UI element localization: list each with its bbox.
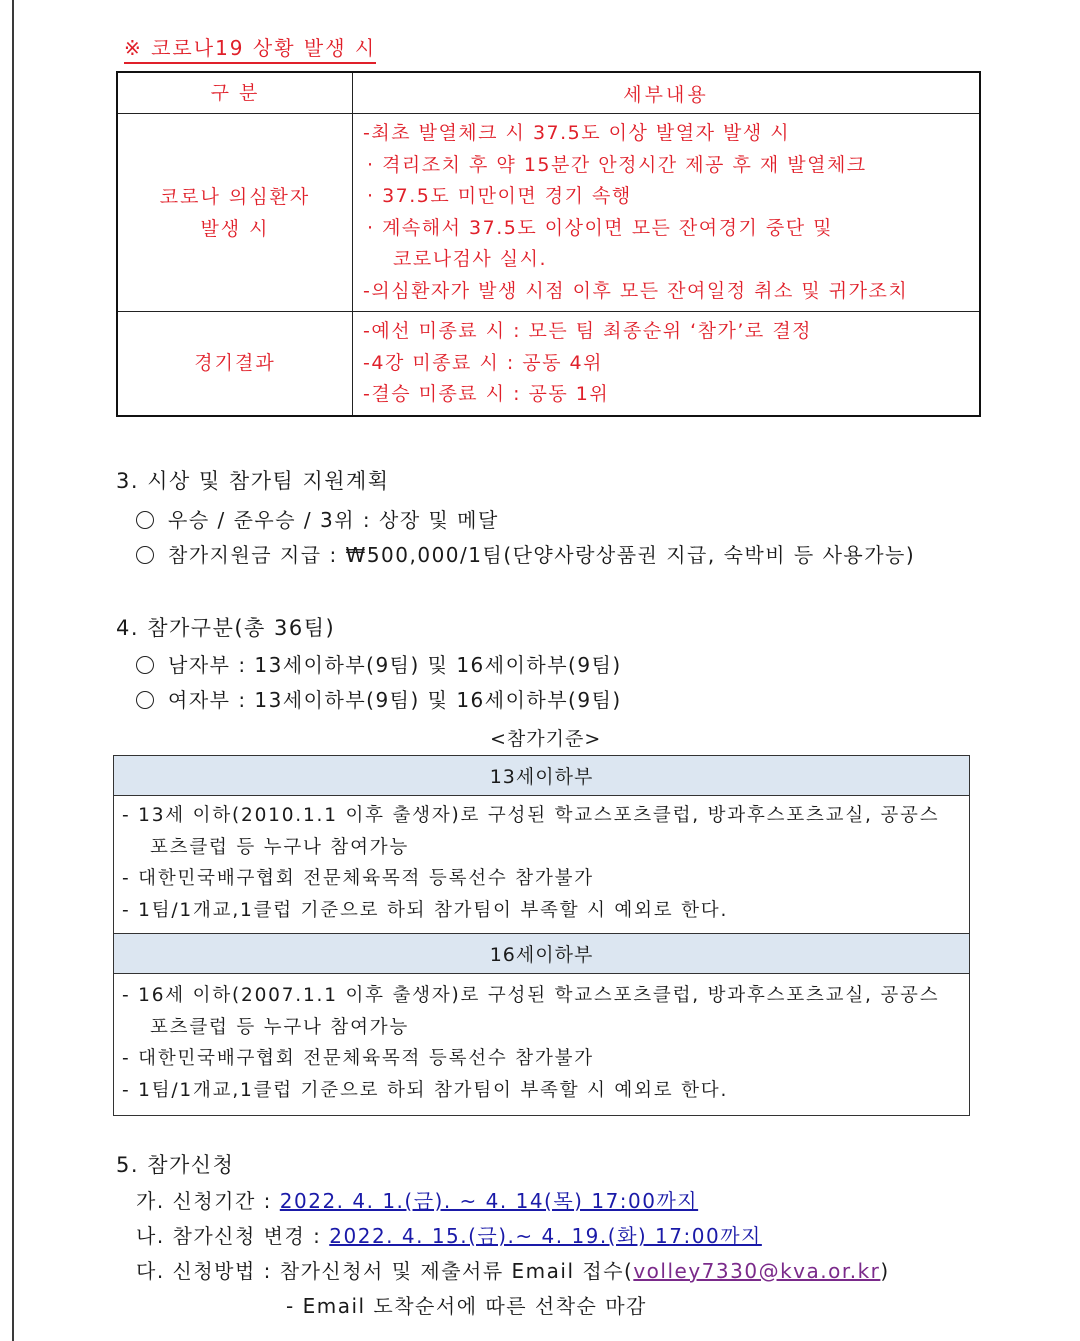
covid-table xyxy=(116,71,981,417)
criteria-caption: <참가기준> xyxy=(490,728,602,750)
application-method: 다. 신청방법 : 참가신청서 및 제출서류 Email 접수(volley7330@kva.or.kr) xyxy=(136,1259,890,1283)
criteria-line: - 1팀/1개교,1클럽 기준으로 하되 참가팀이 부족할 시 예외로 한다. xyxy=(122,899,729,921)
change-period: 나. 참가신청 변경 : 2022. 4. 15.(금).~ 4. 19.(화) 17:00까지 xyxy=(136,1224,762,1248)
detail-line: -의심환자가 발생 시점 이후 모든 잔여일정 취소 및 귀가조치 xyxy=(363,279,909,302)
u13-header: 13세이하부 xyxy=(114,756,970,796)
first-come-note: - Email 도착순서에 따른 선착순 마감 xyxy=(286,1294,647,1318)
detail-line: -4강 미종료 시 : 공동 4위 xyxy=(363,351,603,374)
detail-line: · 37.5도 미만이면 경기 속행 xyxy=(367,185,632,207)
u13-body xyxy=(114,796,970,934)
criteria-line: 포츠클럽 등 누구나 참여가능 xyxy=(150,836,410,858)
circle-bullet-icon xyxy=(136,546,154,564)
criteria-line: 포츠클럽 등 누구나 참여가능 xyxy=(150,1016,410,1038)
circle-bullet-icon xyxy=(136,656,154,674)
criteria-line: - 16세 이하(2007.1.1 이후 출생자)로 구성된 학교스포츠클럽, 방과후스포츠교실, 공공스 xyxy=(122,985,940,1006)
detail-line: · 계속해서 37.5도 이상이면 모든 잔여경기 중단 및 xyxy=(367,216,833,239)
u16-body xyxy=(114,974,970,1116)
section4-title: 4. 참가구분(총 36팀) xyxy=(116,616,336,640)
covid-section-title: ※ 코로나19 상황 발생 시 xyxy=(124,34,376,64)
section5-title: 5. 참가신청 xyxy=(116,1153,235,1177)
u16-header: 16세이하부 xyxy=(114,934,970,974)
covid-row2-details xyxy=(353,312,981,416)
criteria-line: - 대한민국배구협회 전문체육목적 등록선수 참가불가 xyxy=(122,1048,594,1069)
change-period-value[interactable]: 2022. 4. 15.(금).~ 4. 19.(화) 17:00까지 xyxy=(329,1224,762,1248)
section3-item: 우승 / 준우승 / 3위 : 상장 및 메달 xyxy=(136,504,499,533)
detail-line: · 격리조치 후 약 15분간 안정시간 제공 후 재 발열체크 xyxy=(367,153,867,176)
covid-row2-label: 경기결과 xyxy=(117,312,353,416)
criteria-line: - 13세 이하(2010.1.1 이후 출생자)로 구성된 학교스포츠클럽, 방과후스포츠교실, 공공스 xyxy=(122,805,940,826)
covid-header-details: 세부내용 xyxy=(353,72,981,114)
covid-row1-details xyxy=(353,114,981,312)
detail-line: -최초 발열체크 시 37.5도 이상 발열자 발생 시 xyxy=(363,122,791,144)
covid-row1-label: 코로나 의심환자 발생 시 xyxy=(117,114,353,312)
detail-line: -결승 미종료 시 : 공동 1위 xyxy=(363,383,610,405)
application-period: 가. 신청기간 : 2022. 4. 1.(금). ~ 4. 14(목) 17:00까지 xyxy=(136,1189,699,1213)
detail-line: 코로나검사 실시. xyxy=(393,248,548,270)
section4-item: 여자부 : 13세이하부(9팀) 및 16세이하부(9팀) xyxy=(136,684,622,713)
section3-item: 참가지원금 지급 : ₩500,000/1팀(단양사랑상품권 지급, 숙박비 등 사용가능) xyxy=(136,539,915,568)
covid-header-category: 구 분 xyxy=(117,72,353,114)
section3-title: 3. 시상 및 참가팀 지원계획 xyxy=(116,469,390,493)
section4-item: 남자부 : 13세이하부(9팀) 및 16세이하부(9팀) xyxy=(136,649,622,678)
application-period-value[interactable]: 2022. 4. 1.(금). ~ 4. 14(목) 17:00까지 xyxy=(279,1189,699,1213)
page-edge xyxy=(0,0,14,1341)
circle-bullet-icon xyxy=(136,691,154,709)
detail-line: -예선 미종료 시 : 모든 팀 최종순위 ‘참가’로 결정 xyxy=(363,320,813,342)
criteria-line: - 대한민국배구협회 전문체육목적 등록선수 참가불가 xyxy=(122,868,594,889)
criteria-table xyxy=(113,755,970,1116)
circle-bullet-icon xyxy=(136,511,154,529)
email-link[interactable]: volley7330@kva.or.kr xyxy=(633,1259,881,1283)
criteria-line: - 1팀/1개교,1클럽 기준으로 하되 참가팀이 부족할 시 예외로 한다. xyxy=(122,1079,729,1101)
